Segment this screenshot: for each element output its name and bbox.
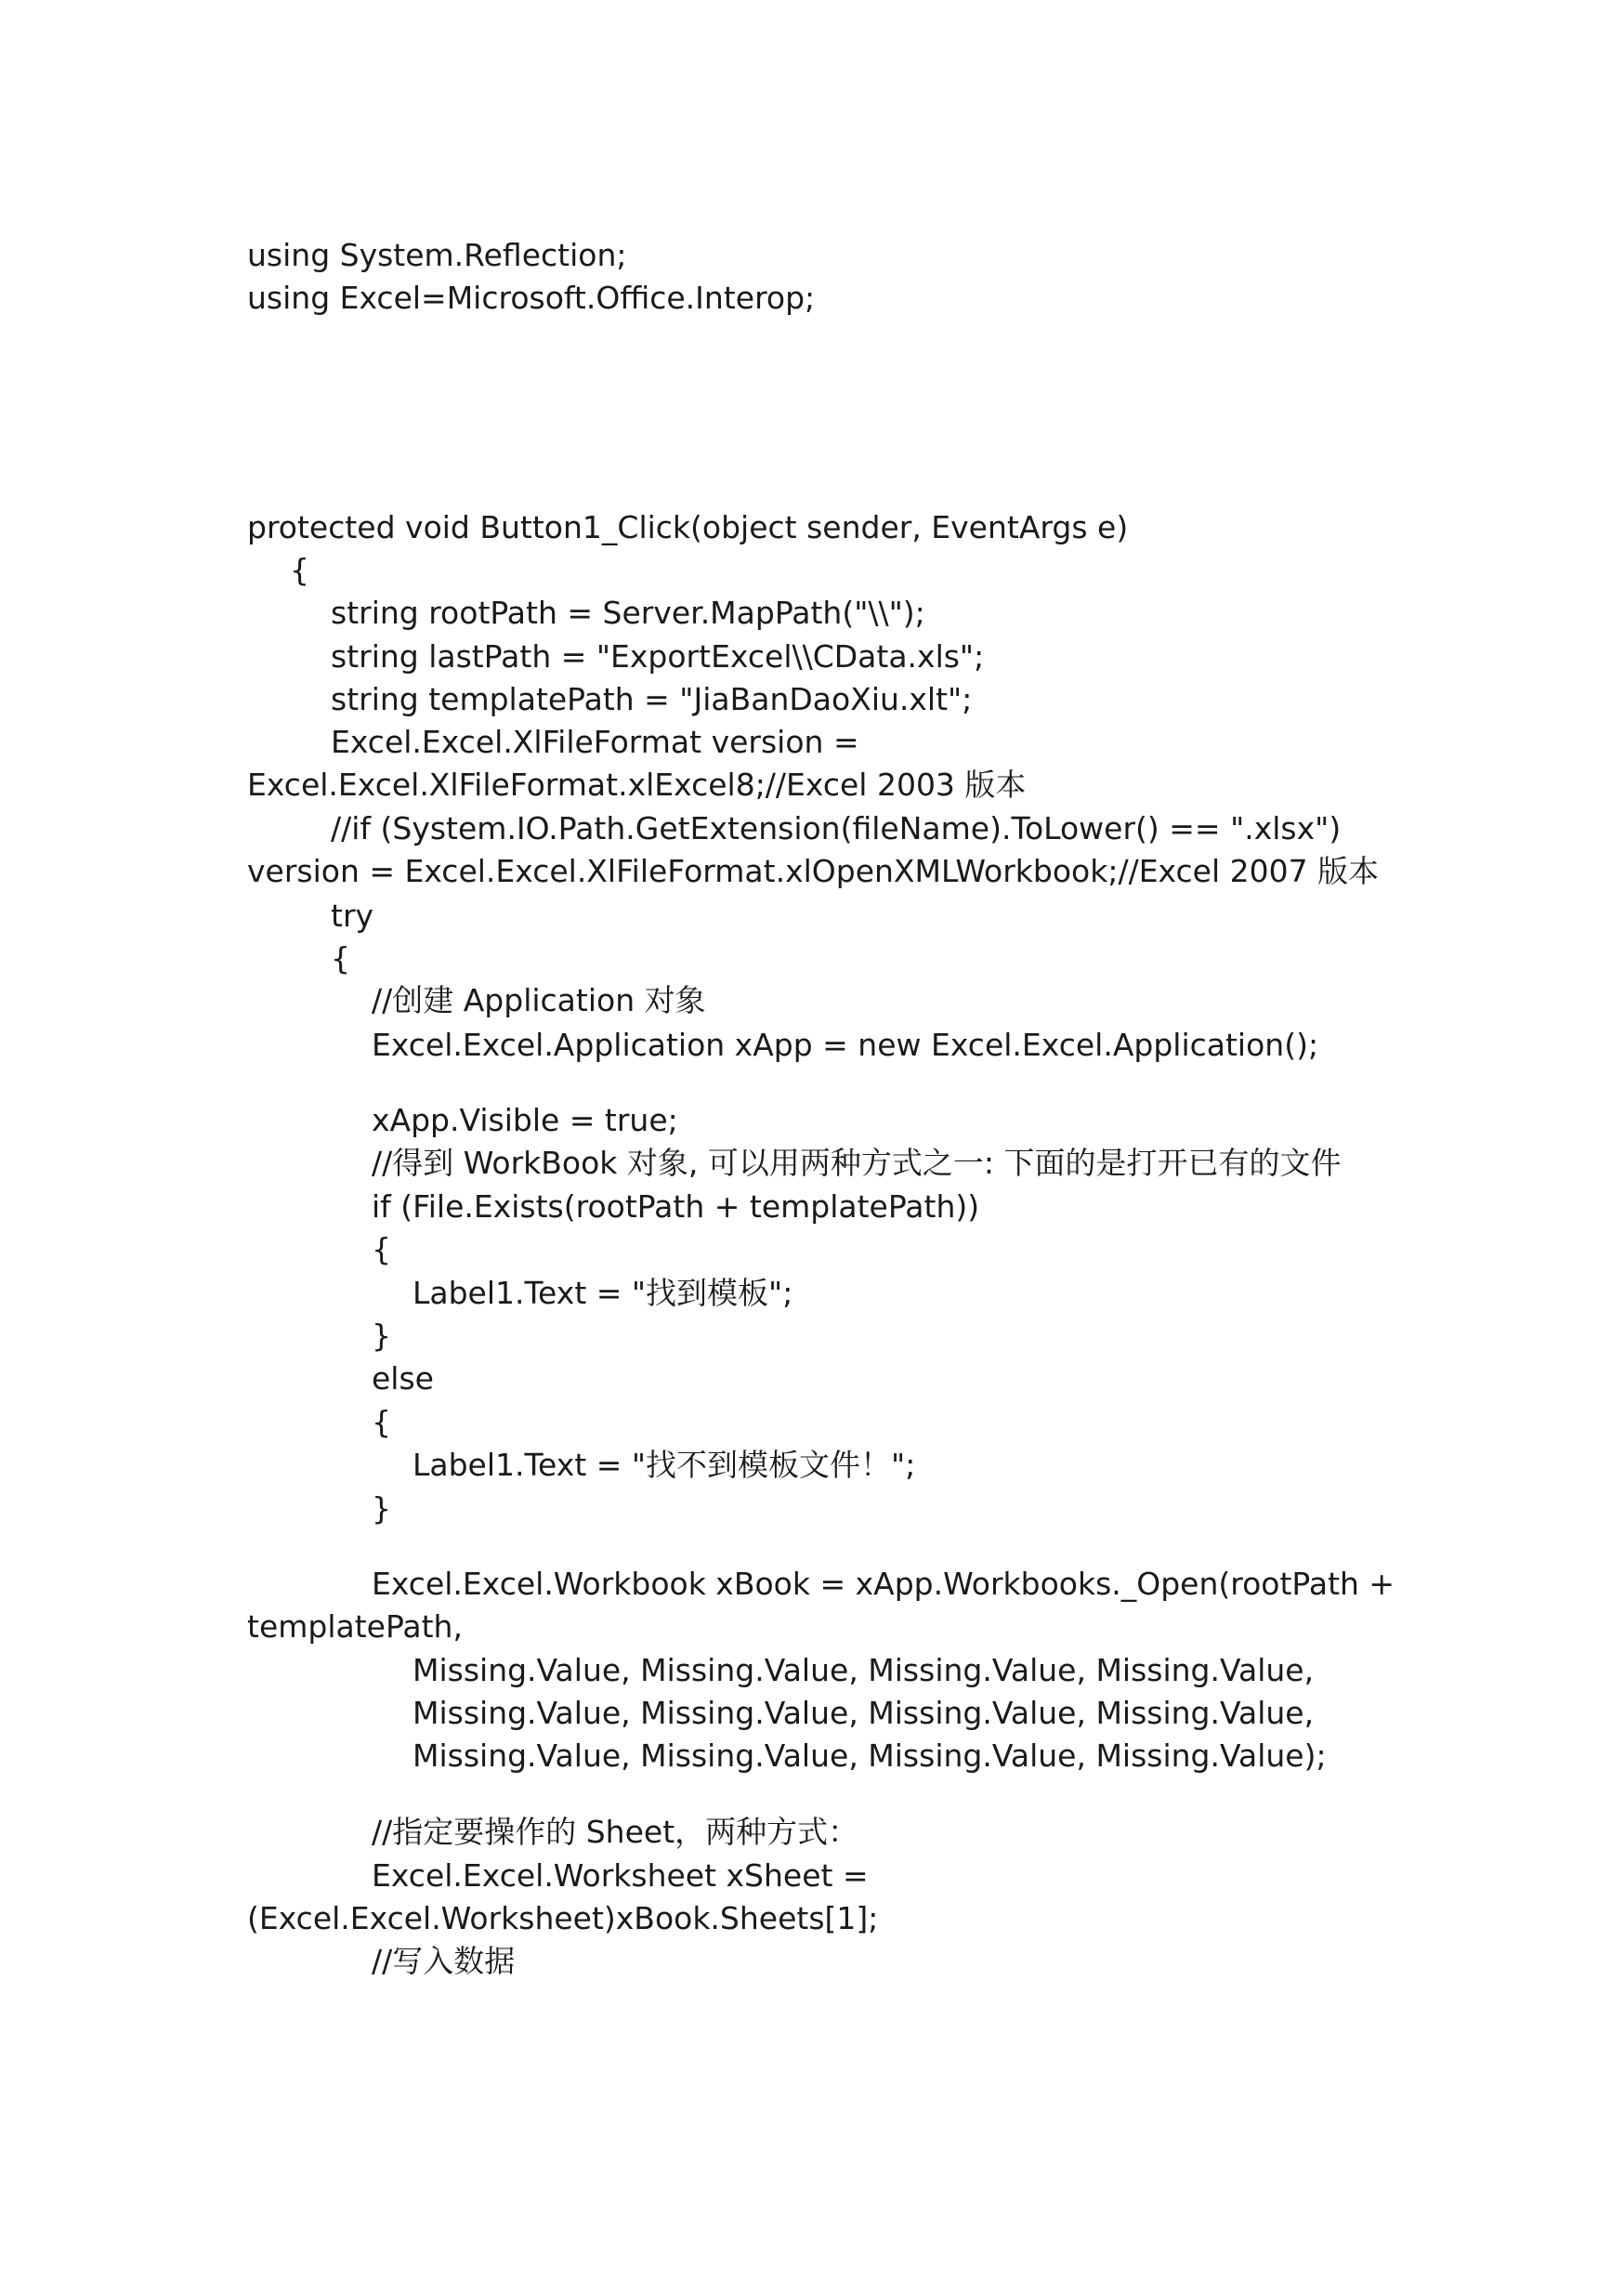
code-line: Excel.Excel.XlFileFormat.xlExcel8;//Excel 2003 版本 <box>247 767 1027 803</box>
code-line: else <box>372 1360 434 1397</box>
code-line: { <box>372 1231 391 1267</box>
code-line: //创建 Application 对象 <box>372 982 706 1018</box>
code-line: using System.Reflection; <box>247 237 627 273</box>
code-line: //指定要操作的 Sheet，两种方式： <box>372 1814 859 1850</box>
code-line: string lastPath = "ExportExcel\\CData.xls"; <box>331 638 985 675</box>
code-line: (Excel.Excel.Worksheet)xBook.Sheets[1]; <box>247 1900 879 1936</box>
code-line: protected void Button1_Click(object sender, EventArgs e) <box>247 509 1129 545</box>
code-line: try <box>331 898 374 934</box>
code-line: Excel.Excel.Application xApp = new Excel.Excel.Application(); <box>372 1027 1319 1063</box>
code-line: Label1.Text = "找到模板"; <box>413 1275 793 1311</box>
code-line: } <box>372 1490 391 1527</box>
code-line: } <box>372 1318 391 1354</box>
code-line: templatePath, <box>247 1608 463 1645</box>
code-line: Excel.Excel.XlFileFormat version = <box>331 724 859 760</box>
code-line: string rootPath = Server.MapPath("\\"); <box>331 595 925 631</box>
code-line: if (File.Exists(rootPath + templatePath)) <box>372 1188 980 1225</box>
code-line: //写入数据 <box>372 1943 516 1979</box>
code-line: Missing.Value, Missing.Value, Missing.Value, Missing.Value); <box>413 1738 1327 1774</box>
code-line: Missing.Value, Missing.Value, Missing.Value, Missing.Value, <box>413 1695 1315 1731</box>
code-line: { <box>372 1404 391 1440</box>
code-line: xApp.Visible = true; <box>372 1102 678 1138</box>
code-line: Excel.Excel.Workbook xBook = xApp.Workbooks._Open(rootPath + <box>372 1566 1395 1602</box>
code-line: version = Excel.Excel.XlFileFormat.xlOpenXMLWorkbook;//Excel 2007 版本 <box>247 853 1380 889</box>
code-line: string templatePath = "JiaBanDaoXiu.xlt"; <box>331 681 973 717</box>
code-line: using Excel=Microsoft.Office.Interop; <box>247 280 816 316</box>
code-line: Missing.Value, Missing.Value, Missing.Value, Missing.Value, <box>413 1652 1315 1688</box>
code-line: Label1.Text = "找不到模板文件！"; <box>413 1447 916 1483</box>
code-line: //得到 WorkBook 对象, 可以用两种方式之一: 下面的是打开已有的文件 <box>372 1145 1342 1181</box>
code-line: Excel.Excel.Worksheet xSheet = <box>372 1857 869 1894</box>
code-line: { <box>290 552 309 588</box>
code-line: //if (System.IO.Path.GetExtension(fileName).ToLower() == ".xlsx") <box>331 810 1342 846</box>
code-line: { <box>331 940 350 977</box>
